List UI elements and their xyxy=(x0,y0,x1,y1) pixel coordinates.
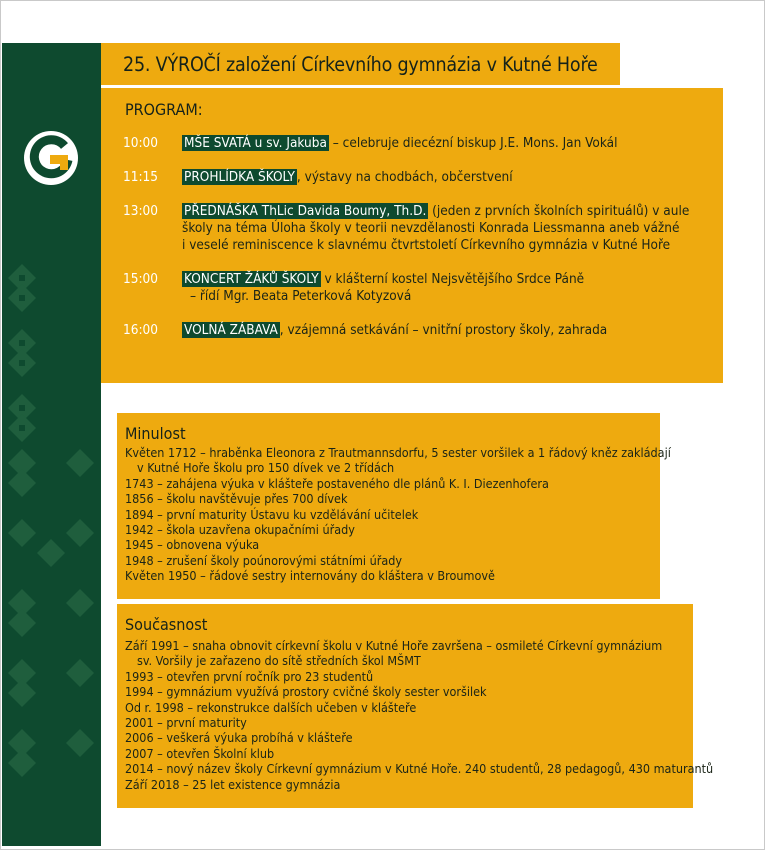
program-text: v klášterní kostel Nejsvětějšího Srdce Páně xyxy=(320,271,585,287)
school-g-logo-icon xyxy=(23,130,79,186)
present-line: Září 2018 – 25 let existence gymnázia xyxy=(125,776,341,792)
program-time: 11:15 xyxy=(123,169,158,185)
program-time: 16:00 xyxy=(123,322,158,338)
program-text: (jeden z prvních školních spirituálů) v aule xyxy=(428,203,690,219)
present-line: 2014 – nový název školy Církevní gymnázium v Kutné Hoře. 240 studentů, 28 pedagogů, 430 maturantů xyxy=(125,761,714,777)
present-line: 2007 – otevřen Školní klub xyxy=(125,745,275,761)
present-line: 1994 – gymnázium využívá prostory cvičné školy sester voršilek xyxy=(125,684,487,700)
present-line: 2006 – veškerá výuka probíhá v klášteře xyxy=(125,730,353,746)
present-line: 1993 – otevřen první ročník pro 23 studentů xyxy=(125,668,374,684)
history-line: 1743 – zahájena výuka v klášteře postaveného dle plánů K. I. Diezenhofera xyxy=(125,475,549,491)
history-line: 1856 – školu navštěvuje přes 700 dívek xyxy=(125,491,348,507)
history-heading: Minulost xyxy=(125,424,186,443)
history-line: 1894 – první maturity Ústavu ku vzdělávání učitelek xyxy=(125,506,419,522)
ornament-pattern xyxy=(2,513,101,573)
program-text: – řídí Mgr. Beata Peterková Kotyzová xyxy=(190,288,412,304)
program-text: , vzájemná setkávání – vnitřní prostory školy, zahrada xyxy=(279,322,608,338)
history-box xyxy=(117,413,671,599)
page-title: 25. VÝROČÍ založení Církevního gymnázia v Kutné Hoře xyxy=(123,52,598,76)
present-heading: Současnost xyxy=(125,615,208,634)
program-time: 13:00 xyxy=(123,203,158,219)
ornament-pattern xyxy=(2,583,101,643)
present-line: Od r. 1998 – rekonstrukce dalších učeben v klášteře xyxy=(125,699,417,715)
program-time: 10:00 xyxy=(123,135,158,151)
ornament-pattern xyxy=(2,258,101,318)
present-line: sv. Voršily je zařazeno do sítě středních škol MŠMT xyxy=(137,653,421,669)
program-box xyxy=(101,88,723,383)
present-list xyxy=(125,638,713,792)
program-text: , výstavy na chodbách, občerstvení xyxy=(296,169,513,185)
present-line: 2001 – první maturity xyxy=(125,715,247,731)
ornament-pattern xyxy=(2,723,101,783)
program-time: 15:00 xyxy=(123,271,158,287)
history-list xyxy=(125,445,671,584)
program-text: i veselé reminiscence k slavnému čtvrtstoletí Církevního gymnázia v Kutné Hoře xyxy=(182,237,671,253)
program-heading: PROGRAM: xyxy=(125,100,203,119)
history-line: 1942 – škola uzavřena okupačními úřady xyxy=(125,522,355,538)
history-line: v Kutné Hoře školu pro 150 dívek ve 2 třídách xyxy=(137,460,395,476)
history-line: Květen 1950 – řádové sestry internovány do kláštera v Broumově xyxy=(125,568,495,584)
present-box xyxy=(117,604,714,808)
history-line: 1945 – obnovena výuka xyxy=(125,537,260,553)
present-line: Září 1991 – snaha obnovit církevní školu v Kutné Hoře završena – osmileté Církevní gymnázium xyxy=(125,638,663,653)
ornament-pattern xyxy=(2,653,101,713)
program-tag: VOLNÁ ZÁBAVA xyxy=(184,322,278,338)
history-line: 1948 – zrušení školy poúnorovými státními úřady xyxy=(125,552,403,568)
ornament-pattern xyxy=(2,388,101,448)
program-text: – celebruje diecézní biskup J.E. Mons. Jan Vokál xyxy=(328,135,618,151)
program-text: školy na téma Úloha školy v teorii nevzdělanosti Konrada Liessmanna aneb vážné xyxy=(182,220,680,236)
ornament-pattern xyxy=(2,323,101,383)
program-tag: MŠE SVATÁ u sv. Jakuba xyxy=(184,135,327,151)
green-sidebar xyxy=(2,43,101,846)
program-tag: KONCERT ŽÁKŮ ŠKOLY xyxy=(184,271,319,287)
title-bar xyxy=(101,43,620,85)
program-tag: PROHLÍDKA ŠKOLY xyxy=(184,169,295,185)
program-tag: PŘEDNÁŠKA ThLic Davida Boumy, Th.D. xyxy=(184,203,427,219)
history-line: Květen 1712 – hraběnka Eleonora z Trautmannsdorfu, 5 sester voršilek a 1 řádový kněz zakládají xyxy=(125,445,671,460)
ornament-pattern xyxy=(2,443,101,503)
